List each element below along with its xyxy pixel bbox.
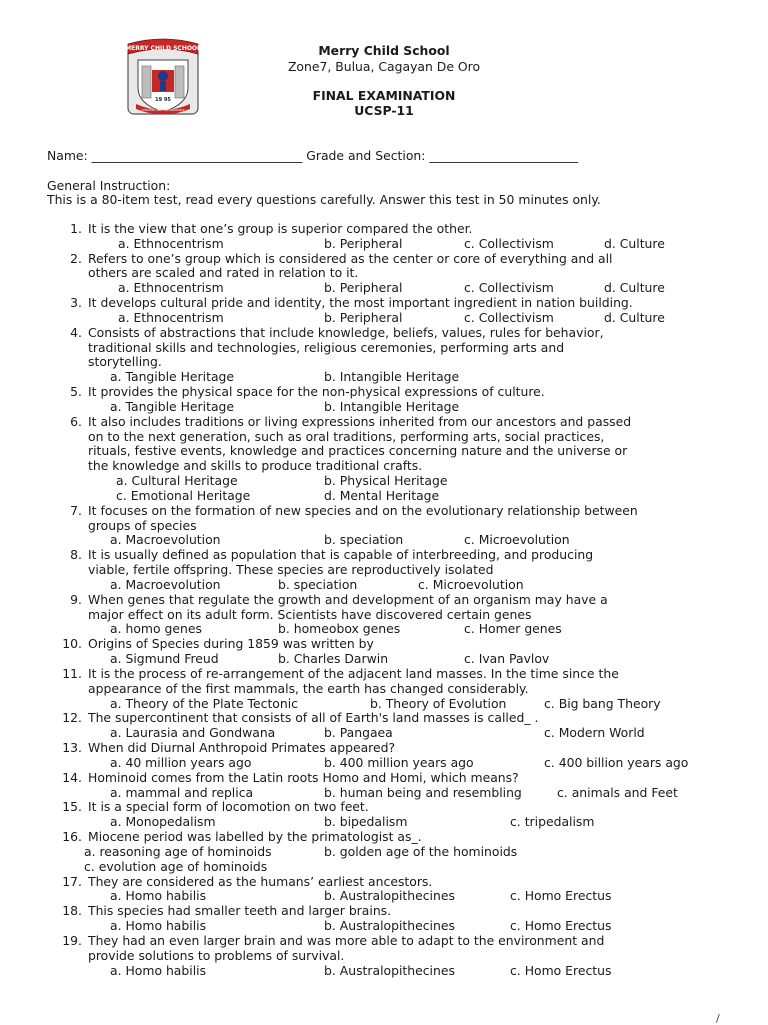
question-number: 14. — [62, 769, 82, 785]
answer-option: a. Theory of the Plate Tectonic — [110, 695, 298, 711]
answer-option: c. Microevolution — [418, 576, 524, 592]
question-text: It is a special form of locomotion on two feet. — [88, 799, 369, 815]
question-number: 2. — [70, 250, 82, 266]
question-number: 17. — [62, 873, 82, 889]
question-text: Miocene period was labelled by the primatologist as_. — [88, 829, 422, 845]
question-number: 16. — [62, 829, 82, 845]
answer-option: c. Ivan Pavlov — [464, 651, 550, 667]
question-text: They are considered as the humans’ earliest ancestors. — [88, 873, 433, 889]
answer-option: b. human being and resembling — [324, 784, 522, 800]
answer-option: a. Homo habilis — [110, 918, 207, 933]
answer-option: b. bipedalism — [324, 814, 408, 830]
question-text: Hominoid comes from the Latin roots Homo and Homi, which means? — [88, 769, 519, 785]
question-text: It focuses on the formation of new species and on the evolutionary relationship between — [88, 502, 638, 518]
answer-option: c. Collectivism — [464, 280, 554, 296]
logo-motto: CONSTANT AND UNCHANGEABLE — [141, 109, 185, 112]
question-text: viable, fertile offspring. These species are reproductively isolated — [88, 562, 494, 578]
logo-year: 19 95 — [155, 97, 171, 103]
answer-option: a. Homo habilis — [110, 888, 207, 904]
school-name: Merry Child School — [318, 43, 450, 58]
answer-option: a. Tangible Heritage — [110, 369, 235, 385]
answer-option: b. 400 million years ago — [324, 754, 474, 770]
question-text: on to the next generation, such as oral traditions, performing arts, social practices, — [88, 428, 605, 444]
question-text: It develops cultural pride and identity, the most important ingredient in nation building. — [88, 295, 633, 311]
answer-option: b. golden age of the hominoids — [324, 843, 518, 859]
answer-option: a. Tangible Heritage — [110, 398, 235, 414]
question-number: 5. — [70, 384, 82, 400]
answer-option: c. 400 billion years ago — [544, 754, 689, 770]
question-number: 7. — [70, 502, 82, 518]
answer-option: b. Australopithecines — [324, 918, 455, 933]
answer-option: b. Intangible Heritage — [324, 369, 460, 385]
answer-option: a. Laurasia and Gondwana — [110, 725, 276, 741]
answer-option: a. 40 million years ago — [110, 754, 252, 770]
answer-option: b. Peripheral — [324, 235, 403, 251]
answer-option: d. Mental Heritage — [324, 487, 440, 503]
answer-option: c. tripedalism — [510, 814, 595, 830]
answer-option: b. Peripheral — [324, 309, 403, 325]
answer-option: b. Australopithecines — [324, 962, 455, 978]
question-number: 1. — [70, 221, 82, 236]
question-text: traditional skills and technologies, religious ceremonies, performing arts and — [88, 339, 565, 355]
question-text: groups of species — [88, 517, 197, 533]
question-text: It provides the physical space for the non-physical expressions of culture. — [88, 384, 545, 400]
question-text: This species had smaller teeth and larger brains. — [88, 903, 392, 919]
answer-option: b. Intangible Heritage — [324, 398, 460, 414]
answer-option: a. Macroevolution — [110, 532, 221, 548]
answer-option: a. Homo habilis — [110, 962, 207, 978]
question-text: rituals, festive events, knowledge and practices concerning nature and the universe or — [88, 443, 628, 459]
question-number: 8. — [70, 547, 82, 563]
question-text: They had an even larger brain and was more able to adapt to the environment and — [88, 932, 605, 948]
question-number: 6. — [70, 413, 82, 429]
answer-option: a. reasoning age of hominoids — [84, 843, 272, 859]
question-text: When did Diurnal Anthropoid Primates appeared? — [88, 740, 396, 756]
question-text: It is the process of re-arrangement of the adjacent land masses. In the time since the — [88, 665, 619, 681]
answer-option: b. speciation — [324, 532, 404, 548]
answer-option: b. speciation — [278, 576, 358, 592]
answer-option: c. Homo Erectus — [510, 888, 612, 904]
answer-option: b. Pangaea — [324, 725, 393, 741]
question-text: others are scaled and rated in relation to it. — [88, 265, 359, 281]
question-text: storytelling. — [88, 354, 162, 370]
answer-option: a. Sigmund Freud — [110, 651, 219, 667]
question-number: 12. — [62, 710, 82, 726]
answer-option: b. Australopithecines — [324, 888, 455, 904]
question-number: 10. — [62, 636, 82, 652]
answer-option: c. Microevolution — [464, 532, 570, 548]
answer-option: d. Culture — [604, 235, 665, 251]
question-text: The supercontinent that consists of all of Earth's land masses is called_ . — [88, 710, 539, 726]
question-text: Consists of abstractions that include knowledge, beliefs, values, rules for behavior, — [88, 324, 604, 340]
question-number: 11. — [62, 665, 82, 681]
answer-option: a. Macroevolution — [110, 576, 221, 592]
name-grade-line: Name: __________________________________ Grade and Section: ________________________ — [47, 148, 579, 163]
answer-option: b. Charles Darwin — [278, 651, 389, 667]
question-number: 19. — [62, 932, 82, 948]
question-number: 18. — [62, 903, 82, 919]
answer-option: d. Culture — [604, 309, 665, 325]
answer-option: c. evolution age of hominoids — [84, 858, 268, 874]
answer-option: c. Collectivism — [464, 235, 554, 251]
answer-option: a. Cultural Heritage — [116, 473, 238, 489]
question-text: It also includes traditions or living expressions inherited from our ancestors and passed — [88, 413, 632, 429]
answer-option: c. Modern World — [544, 725, 645, 741]
question-number: 13. — [62, 740, 82, 756]
answer-option: c. Homer genes — [464, 621, 562, 637]
question-number: 3. — [70, 295, 82, 311]
question-number: 4. — [70, 324, 82, 340]
question-text: It is the view that one’s group is superior compared the other. — [88, 221, 473, 236]
answer-option: a. Monopedalism — [110, 814, 216, 830]
answer-option: d. Culture — [604, 280, 665, 296]
question-number: 15. — [62, 799, 82, 815]
answer-option: b. Theory of Evolution — [370, 695, 507, 711]
exam-title: FINAL EXAMINATION — [312, 88, 456, 103]
instructions-text: This is a 80-item test, read every questions carefully. Answer this test in 50 minutes only. — [47, 192, 601, 207]
page-mark: / — [716, 1012, 720, 1025]
subject-code: UCSP-11 — [354, 103, 414, 118]
question-text: Refers to one’s group which is considered as the center or core of everything and all — [88, 250, 613, 266]
instructions-heading: General Instruction: — [47, 178, 171, 193]
answer-option: c. Homo Erectus — [510, 918, 612, 933]
school-address: Zone7, Bulua, Cagayan De Oro — [287, 59, 481, 74]
answer-option: b. homeobox genes — [278, 621, 401, 637]
answer-option: c. animals and Feet — [557, 784, 678, 800]
answer-option: c. Homo Erectus — [510, 962, 612, 978]
answer-option: c. Big bang Theory — [544, 695, 661, 711]
answer-option: c. Collectivism — [464, 309, 554, 325]
question-number: 9. — [70, 591, 82, 607]
answer-option: a. Ethnocentrism — [118, 235, 224, 251]
answer-option: a. Ethnocentrism — [118, 280, 224, 296]
answer-option: c. Emotional Heritage — [116, 487, 251, 503]
question-text: It is usually defined as population that is capable of interbreeding, and producing — [88, 547, 594, 563]
answer-option: b. Physical Heritage — [324, 473, 448, 489]
question-text: provide solutions to problems of survival. — [88, 947, 345, 963]
question-text: When genes that regulate the growth and development of an organism may have a — [88, 591, 608, 607]
answer-option: a. mammal and replica — [110, 784, 254, 800]
answer-option: b. Peripheral — [324, 280, 403, 296]
question-text: Origins of Species during 1859 was written by — [88, 636, 374, 652]
logo-text: MERRY CHILD SCHOOL — [125, 45, 201, 52]
answer-option: a. homo genes — [110, 621, 202, 637]
question-text: appearance of the first mammals, the earth has changed considerably. — [88, 680, 529, 696]
question-text: the knowledge and skills to produce traditional crafts. — [88, 458, 423, 474]
question-text: major effect on its adult form. Scientists have discovered certain genes — [88, 606, 532, 622]
answer-option: a. Ethnocentrism — [118, 309, 224, 325]
